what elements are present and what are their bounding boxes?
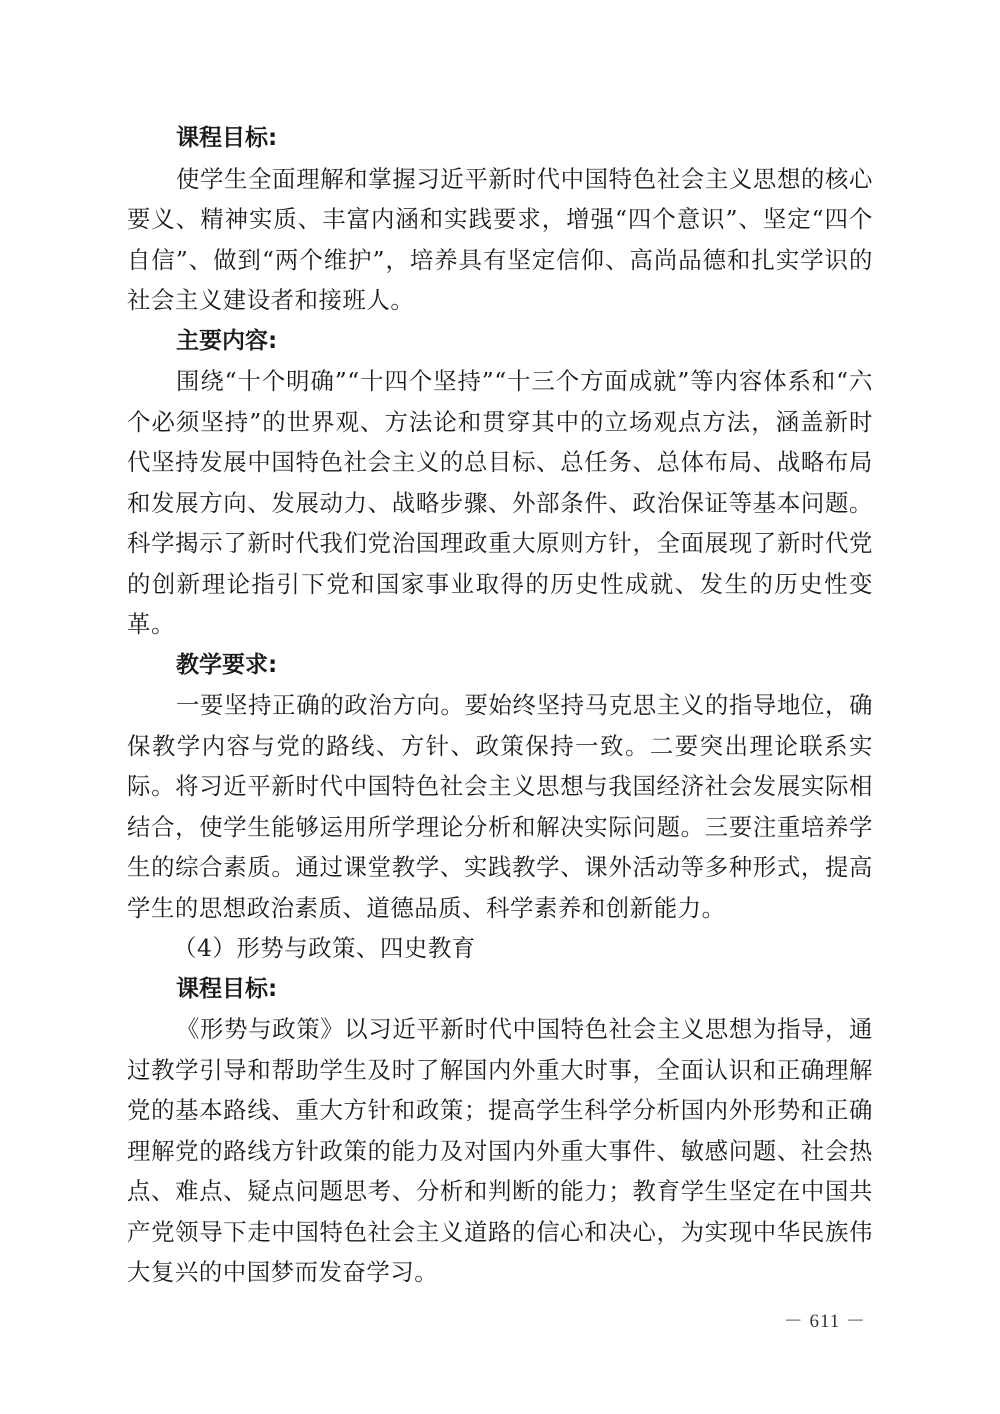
document-body — [127, 118, 873, 1293]
course-objective-heading: 课程目标: — [176, 125, 278, 151]
subsection-title: （4）形势与政策、四史教育 — [173, 934, 476, 962]
page-number: － 611 － — [783, 1311, 866, 1332]
main-content-heading: 主要内容: — [176, 327, 278, 354]
policy-course-objective-heading: 课程目标: — [176, 975, 278, 1002]
teaching-requirements-heading: 教学要求: — [176, 651, 278, 678]
teaching-requirements-paragraph: 一要坚持正确的政治方向。要始终坚持马克思主义的指导地位，确保教学内容与党的路线、方针、政策保持一致。二要突出理论联系实际。将习近平新时代中国特色社会主义思想与我国经济社会发展实际相结合，使学生能够运用所学理论分析和解决实际问题。三要注重培养学生的综合素质。通过课堂教学、实践教学、课外活动等多种形式，提高学生的思想政治素质、道德品质、科学素养和创新能力。 — [127, 691, 873, 922]
main-content-paragraph: 围绕“十个明确”“十四个坚持”“十三个方面成就”等内容体系和“六个必须坚持”的世界观、方法论和贯穿其中的立场观点方法，涵盖新时代坚持发展中国特色社会主义的总目标、总任务、总体布局、战略布局和发展方向、发展动力、战略步骤、外部条件、政治保证等基本问题。科学揭示了新时代我们党治国理政重大原则方针，全面展现了新时代党的创新理论指引下党和国家事业取得的历史性成就、发生的历史性变革。 — [127, 367, 873, 638]
course-objective-paragraph: 使学生全面理解和掌握习近平新时代中国特色社会主义思想的核心要义、精神实质、丰富内涵和实践要求，增强“四个意识”、坚定“四个自信”、做到“两个维护”，培养具有坚定信仰、高尚品德和扎实学识的社会主义建设者和接班人。 — [127, 164, 873, 314]
policy-course-objective-paragraph: 《形势与政策》以习近平新时代中国特色社会主义思想为指导，通过教学引导和帮助学生及时了解国内外重大时事，全面认识和正确理解党的基本路线、重大方针和政策；提高学生科学分析国内外形势和正确理解党的路线方针政策的能力及对国内外重大事件、敏感问题、社会热点、难点、疑点问题思考、分析和判断的能力；教育学生坚定在中国共产党领导下走中国特色社会主义道路的信心和决心，为实现中华民族伟大复兴的中国梦而发奋学习。 — [127, 1015, 873, 1286]
